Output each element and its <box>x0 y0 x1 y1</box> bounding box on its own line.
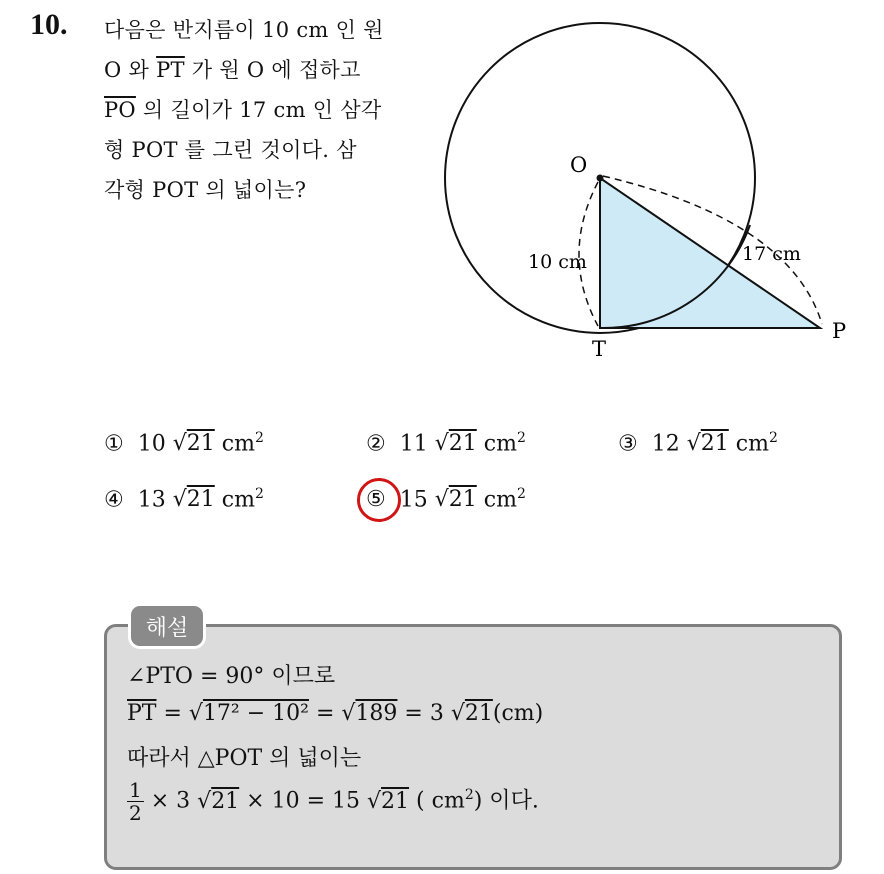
sqrt: √21 <box>686 431 729 457</box>
sqrt: √21 <box>172 487 215 513</box>
radicand: 21 <box>448 487 477 513</box>
sqrt: √21 <box>197 788 240 814</box>
exponent: 2 <box>254 486 264 502</box>
exponent: 2 <box>516 486 526 502</box>
denominator: 2 <box>129 801 142 825</box>
q-text-part: O 와 <box>104 58 157 82</box>
exponent: 2 <box>516 430 526 446</box>
choice-unit: cm <box>735 431 769 457</box>
solution-line-1: ∠PTO = 90° 이므로 <box>127 664 336 689</box>
label-p: P <box>832 319 847 343</box>
choice-marker: ③ <box>618 431 638 457</box>
choice-marker: ① <box>104 431 124 457</box>
radicand: 17² − 10² <box>202 701 309 726</box>
label-radius: 10 cm <box>528 251 587 273</box>
radicand: 21 <box>464 701 493 726</box>
radicand: 21 <box>186 487 215 513</box>
radicand: 21 <box>448 431 477 457</box>
question-line-5: 각형 POT 의 넓이는? <box>104 178 307 202</box>
label-o: O <box>570 153 588 177</box>
sqrt: √189 <box>341 701 398 726</box>
sqrt: √21 <box>434 487 477 513</box>
choice-coef: 12 <box>651 431 680 457</box>
solution-box <box>104 624 842 870</box>
choice-coef: 10 <box>137 431 166 457</box>
question-text <box>104 10 424 210</box>
solution-line-3: 따라서 △POT 의 넓이는 <box>127 746 362 771</box>
choice-unit: cm <box>483 431 517 457</box>
question-line-1: 다음은 반지름이 10 cm 인 원 <box>104 18 384 42</box>
radicand: 21 <box>186 431 215 457</box>
question-number: 10. <box>30 8 68 41</box>
sol-text: × 10 = 15 <box>239 788 368 814</box>
sol-text: (cm) <box>492 701 544 726</box>
choice-marker: ④ <box>104 487 124 513</box>
sqrt: √21 <box>172 431 215 457</box>
exponent: 2 <box>464 787 474 804</box>
label-t: T <box>592 337 607 361</box>
choice-5[interactable] <box>366 486 526 512</box>
choice-marker: ② <box>366 431 386 457</box>
choice-marker-wrap <box>366 487 386 512</box>
q-text-part: 가 원 O 에 접하고 <box>184 58 361 82</box>
segment-pt: $\overline{PT}$ <box>127 701 157 726</box>
segment-po: $\overline{PO}$ <box>104 98 136 122</box>
segment-pt: $\overline{PT}$ <box>156 58 185 82</box>
choice-unit: cm <box>221 487 255 513</box>
sol-text: × 3 <box>143 788 198 814</box>
choice-unit: cm <box>483 487 517 513</box>
solution-tag: 해설 <box>128 603 206 649</box>
radicand: 21 <box>211 788 240 814</box>
question-line-4: 형 POT 를 그린 것이다. 삼 <box>104 138 357 162</box>
choice-3[interactable] <box>618 430 778 456</box>
sqrt: √21 <box>434 431 477 457</box>
exponent: 2 <box>254 430 264 446</box>
choice-2[interactable] <box>366 430 526 456</box>
radicand: 21 <box>381 788 410 814</box>
radicand: 189 <box>355 701 398 726</box>
numerator: 1 <box>129 778 142 802</box>
q-text-part: 의 길이가 17 cm 인 삼각 <box>135 98 382 122</box>
choice-4[interactable] <box>104 486 264 512</box>
sqrt: √21 <box>450 701 493 726</box>
geometry-figure <box>420 10 860 380</box>
point-o <box>597 175 604 182</box>
choice-coef: 13 <box>137 487 166 513</box>
label-hypotenuse: 17 cm <box>742 243 801 265</box>
question-line-2 <box>104 50 424 90</box>
fraction <box>127 779 144 824</box>
sol-text: ) 이다. <box>473 788 539 814</box>
sol-text: = <box>308 701 342 726</box>
question-line-3 <box>104 90 424 130</box>
sol-text: = 3 <box>397 701 451 726</box>
choice-1[interactable] <box>104 430 264 456</box>
choice-unit: cm <box>221 431 255 457</box>
solution-line-4 <box>127 779 539 824</box>
sqrt: √17² − 10² <box>188 701 309 726</box>
choice-coef: 11 <box>399 431 428 457</box>
sqrt: √21 <box>367 788 410 814</box>
sol-text: ( cm <box>409 788 465 814</box>
sol-text: = <box>156 701 189 726</box>
choice-marker: ⑤ <box>366 487 386 513</box>
choice-coef: 15 <box>399 487 428 513</box>
exponent: 2 <box>768 430 778 446</box>
radicand: 21 <box>700 431 729 457</box>
solution-line-2 <box>127 701 543 726</box>
selected-answer-circle <box>357 478 401 522</box>
